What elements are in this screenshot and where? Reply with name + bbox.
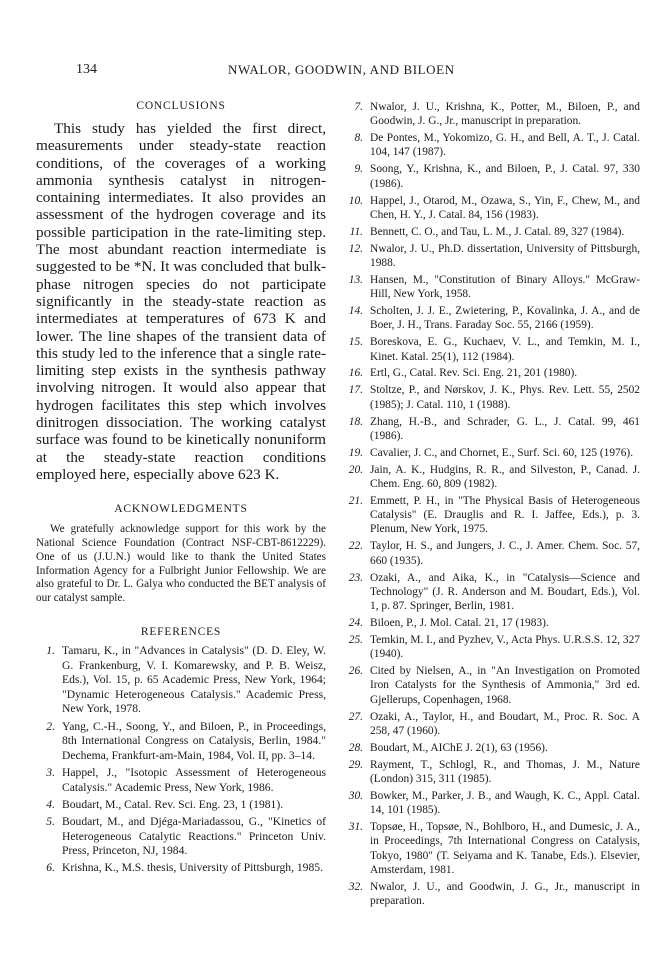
reference-text: Hansen, M., "Constitution of Binary Alloys." McGraw-Hill, New York, 1958.	[370, 273, 640, 301]
reference-item	[344, 383, 640, 412]
reference-text: Ozaki, A., Taylor, H., and Boudart, M., Proc. R. Soc. A 258, 47 (1960).	[370, 710, 640, 737]
running-head: NWALOR, GOODWIN, AND BILOEN	[228, 62, 455, 77]
reference-item	[344, 242, 640, 271]
reference-text: Biloen, P., J. Mol. Catal. 21, 17 (1983).	[370, 616, 549, 629]
reference-item	[36, 766, 326, 795]
reference-number: 3.	[46, 765, 55, 779]
reference-item	[344, 100, 640, 129]
reference-text: Tamaru, K., in "Advances in Catalysis" (D. D. Eley, W. G. Frankenburg, V. I. Komarewsky, and P. B. Weisz, Eds.), Vol. 15, p. 65 Academic Press, New York, 1964; "Dynamic Heterogeneous Catalysis." Academic Press, New York, 1978.	[62, 644, 326, 716]
references-list-left	[36, 644, 326, 876]
reference-number: 25.	[348, 633, 363, 646]
reference-text: Happel, J., Otarod, M., Ozawa, S., Yin, F., Chew, M., and Chen, H. Y., J. Catal. 84, 156 (1983).	[370, 194, 640, 221]
reference-number: 1.	[46, 644, 55, 658]
reference-item	[344, 741, 640, 755]
reference-text: Boudart, M., Catal. Rev. Sci. Eng. 23, 1 (1981).	[62, 797, 284, 811]
references-heading: REFERENCES	[140, 626, 222, 639]
conclusions-heading: CONCLUSIONS	[136, 100, 226, 112]
conclusions-body: This study has yielded the first direct, measurements under steady-state reaction conditions, of the coverages of a working ammonia synthesis catalyst in nitrogen-containing intermediates. It also provides an assessment of the hydrogen coverage and its possible participation in the rate-limiting step. The most abundant reaction intermediate is suggested to be *N. It was concluded that bulk-phase nitrogen species do not participate significantly in the steady-state reaction as intermediates at temperatures of 673 K and lower. The line shapes of the transient data of this study led to the inference that a single rate-limiting step exists in the synthesis pathway involving nitrogen. It would also appear that hydrogen facilitates this step which involves dinitrogen dissociation. The working catalyst surface was found to be kinetically nonuniform at the steady-state reaction conditions employed here, especially above 623 K.	[36, 120, 326, 483]
reference-number: 23.	[348, 571, 363, 584]
reference-item	[344, 131, 640, 160]
reference-item	[36, 815, 326, 859]
reference-item	[344, 633, 640, 662]
reference-number: 11.	[349, 225, 363, 238]
reference-number: 19.	[348, 446, 363, 459]
reference-number: 6.	[46, 861, 55, 875]
reference-item	[36, 798, 326, 813]
reference-text: Soong, Y., Krishna, K., and Biloen, P., J. Catal. 97, 330 (1986).	[370, 163, 640, 190]
reference-item	[36, 644, 326, 717]
reference-item	[344, 758, 640, 787]
acknowledgments-body: We gratefully acknowledge support for this work by the National Science Foundation (Contract NSF-CBT-8612229). One of us (J.U.N.) would like to thank the United States Information Agency for a Fulbright Junior Fellowship. We are also grateful to Dr. L. Galya who conducted the BET analysis of our catalyst sample.	[36, 523, 326, 605]
reference-item	[344, 415, 640, 444]
reference-item	[344, 789, 640, 818]
reference-text: Jain, A. K., Hudgins, R. R., and Silveston, P., Canad. J. Chem. Eng. 60, 809 (1982).	[370, 463, 640, 490]
reference-text: Temkin, M. I., and Pyzhev, V., Acta Phys. U.R.S.S. 12, 327 (1940).	[370, 633, 640, 661]
reference-text: Stoltze, P., and Nørskov, J. K., Phys. Rev. Lett. 55, 2502 (1985); J. Catal. 110, 1 (1988).	[370, 384, 640, 411]
reference-item	[344, 335, 640, 364]
reference-item	[344, 664, 640, 707]
reference-number: 18.	[348, 415, 363, 428]
reference-number: 20.	[348, 463, 363, 476]
reference-number: 31.	[348, 821, 363, 833]
reference-item	[344, 616, 640, 630]
reference-item	[344, 194, 640, 223]
reference-item	[344, 304, 640, 333]
reference-text: De Pontes, M., Yokomizo, G. H., and Bell, A. T., J. Catal. 104, 147 (1987).	[370, 132, 640, 159]
reference-item	[344, 273, 640, 302]
reference-number: 12.	[348, 242, 363, 255]
reference-text: Emmett, P. H., in "The Physical Basis of Heterogeneous Catalysis" (E. Drauglis and R. I. Jaffee, Eds.), p. 3. Plenum, New York, 1975.	[370, 494, 640, 536]
reference-text: Nwalor, J. U., Ph.D. dissertation, University of Pittsburgh, 1988.	[370, 242, 640, 269]
reference-number: 22.	[348, 540, 363, 553]
reference-text: Yang, C.-H., Soong, Y., and Biloen, P., in Proceedings, 8th International Congress on Catalysis, Berlin, 1984." Dechema, Frankfurt-am-Main, 1984, Vol. II, pp. 3–14.	[62, 719, 326, 762]
reference-text: Boudart, M., AIChE J. 2(1), 63 (1956).	[370, 741, 548, 754]
reference-text: Krishna, K., M.S. thesis, University of Pittsburgh, 1985.	[62, 861, 323, 875]
reference-number: 7.	[354, 101, 363, 113]
reference-text: Ertl, G., Catal. Rev. Sci. Eng. 21, 201 (1980).	[370, 367, 578, 380]
reference-number: 8.	[354, 132, 363, 145]
reference-number: 29.	[348, 758, 363, 771]
reference-number: 10.	[348, 194, 363, 207]
reference-number: 24.	[348, 616, 363, 629]
reference-number: 15.	[348, 336, 363, 349]
reference-text: Zhang, H.-B., and Schrader, G. L., J. Catal. 99, 461 (1986).	[370, 415, 640, 442]
reference-item	[344, 446, 640, 460]
reference-number: 5.	[46, 814, 55, 828]
reference-text: Nwalor, J. U., and Goodwin, J. G., Jr., manuscript in preparation.	[370, 880, 640, 907]
reference-number: 21.	[348, 494, 363, 507]
reference-text: Scholten, J. J. E., Zwietering, P., Kovalinka, J. A., and de Boer, J. H., Trans. Faraday Soc. 55, 2166 (1959).	[370, 305, 640, 332]
reference-text: Boreskova, E. G., Kuchaev, V. L., and Temkin, M. I., Kinet. Katal. 25(1), 112 (1984).	[370, 336, 640, 363]
reference-number: 13.	[348, 273, 363, 286]
reference-text: Happel, J., "Isotopic Assessment of Heterogeneous Catalysis." Academic Press, New York, 1986.	[62, 765, 326, 794]
reference-text: Ozaki, A., and Aika, K., in "Catalysis—Science and Technology" (J. R. Anderson and M. Boudart, Eds.), Vol. 1, p. 87. Springer, Berlin, 1981.	[370, 571, 640, 612]
page-header	[0, 62, 672, 78]
reference-text: Nwalor, J. U., Krishna, K., Potter, M., Biloen, P., and Goodwin, J. G., Jr., manuscript in preparation.	[370, 101, 640, 128]
reference-item	[344, 710, 640, 739]
reference-number: 30.	[348, 789, 363, 802]
reference-text: Bennett, C. O., and Tau, L. M., J. Catal. 89, 327 (1984).	[370, 225, 625, 238]
reference-item	[344, 366, 640, 380]
reference-number: 16.	[348, 367, 363, 380]
reference-text: Rayment, T., Schlogl, R., and Thomas, J. M., Nature (London) 315, 311 (1985).	[370, 758, 640, 785]
reference-text: Boudart, M., and Djéga-Mariadassou, G., "Kinetics of Heterogeneous Catalytic Reactions." Princeton Univ. Press, Princeton, NJ, 1984.	[62, 814, 326, 858]
reference-text: Taylor, H. S., and Jungers, J. C., J. Amer. Chem. Soc. 57, 660 (1935).	[370, 540, 640, 567]
reference-item	[344, 225, 640, 239]
reference-number: 14.	[348, 305, 363, 318]
reference-number: 26.	[348, 665, 363, 678]
reference-number: 28.	[348, 741, 363, 754]
reference-text: Cavalier, J. C., and Chornet, E., Surf. Sci. 60, 125 (1976).	[370, 446, 634, 459]
reference-number: 32.	[348, 880, 363, 893]
acknowledgments-heading: ACKNOWLEDGMENTS	[114, 503, 248, 516]
reference-text: Cited by Nielsen, A., in "An Investigation on Promoted Iron Catalysts for the Synthesis of Ammonia," 3rd ed. Gjellerups, Copenhagen, 1968.	[370, 665, 640, 706]
right-column-references	[344, 100, 640, 911]
left-column	[36, 100, 326, 878]
reference-item	[344, 880, 640, 909]
reference-text: Topsøe, H., Topsøe, N., Bohlboro, H., and Dumesic, J. A., in Proceedings, 7th International Congress on Catalysis, Tokyo, 1980" (T. Seiyama and K. Tanabe, Eds.). Elsevier, Amsterdam, 1981.	[370, 821, 640, 876]
reference-number: 2.	[46, 719, 55, 733]
page-number: 134	[76, 62, 97, 77]
reference-number: 27.	[348, 710, 363, 723]
reference-item	[344, 494, 640, 537]
reference-item	[344, 463, 640, 492]
reference-item	[344, 571, 640, 614]
reference-item	[36, 861, 326, 876]
reference-item	[344, 539, 640, 568]
reference-number: 17.	[348, 384, 363, 397]
reference-item	[344, 820, 640, 877]
reference-text: Bowker, M., Parker, J. B., and Waugh, K. C., Appl. Catal. 14, 101 (1985).	[370, 789, 640, 817]
reference-item	[344, 162, 640, 191]
reference-number: 9.	[354, 163, 363, 176]
reference-number: 4.	[46, 797, 55, 811]
reference-item	[36, 720, 326, 764]
